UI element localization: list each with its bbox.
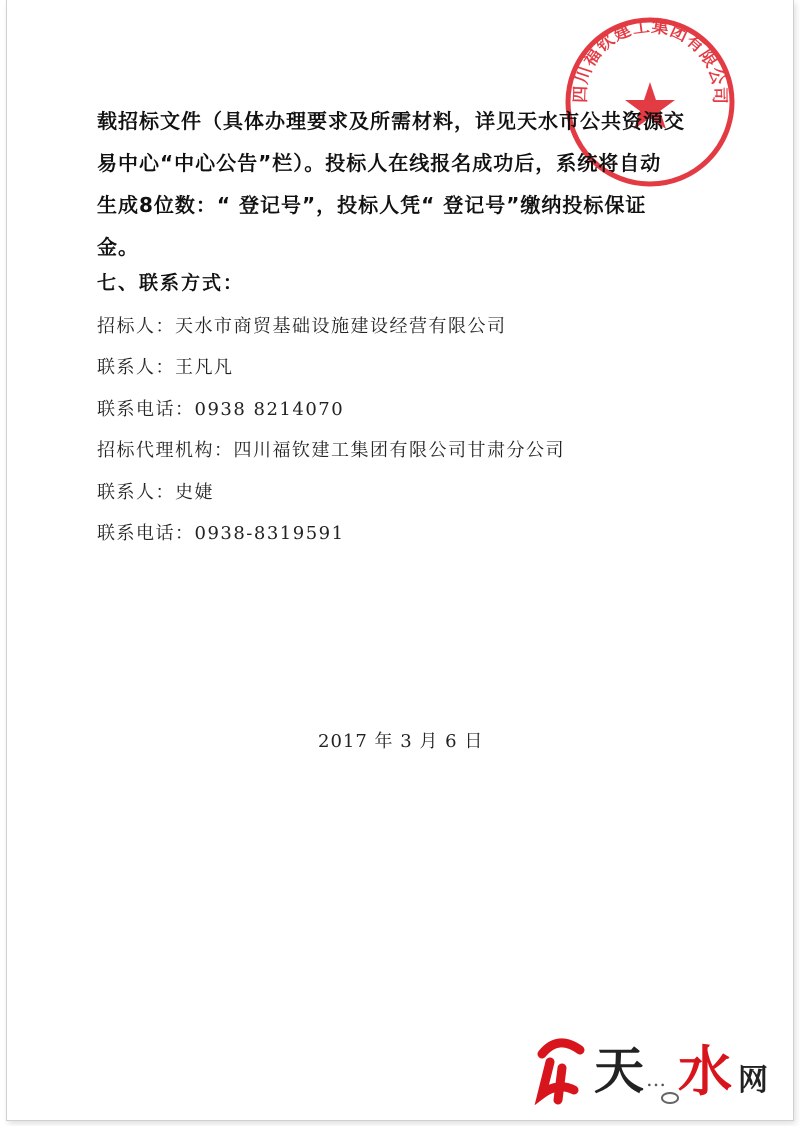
site-watermark-logo	[528, 1016, 788, 1116]
svg-text:天: 天	[594, 1041, 644, 1100]
section-heading-contact: 七、联系方式：	[97, 272, 245, 294]
body-line: 生成8位数：“ 登记号”，投标人凭“ 登记号”缴纳投标保证	[97, 193, 647, 217]
body-paragraph	[97, 100, 707, 268]
svg-text:水: 水	[678, 1039, 732, 1103]
contact-person-line: 联系人：王凡凡	[97, 357, 234, 378]
body-line: 易中心“中心公告”栏）。投标人在线报名成功后，系统将自动	[97, 151, 662, 175]
body-line: 载招标文件（具体办理要求及所需材料，详见天水市公共资源交	[97, 109, 685, 133]
document-date: 2017 年 3 月 6 日	[318, 731, 484, 752]
tenderer-line: 招标人：天水市商贸基础设施建设经营有限公司	[97, 316, 507, 337]
body-line: 金。	[97, 235, 139, 259]
svg-text:网: 网	[738, 1063, 768, 1098]
phone-line: 联系电话：0938 8214070	[97, 399, 345, 420]
svg-text:四川福钦建工集团有限公司: 四川福钦建工集团有限公司	[570, 16, 730, 105]
phone-line: 联系电话：0938-8319591	[97, 523, 345, 544]
agency-line: 招标代理机构：四川福钦建工集团有限公司甘肃分公司	[97, 440, 565, 461]
contact-person-line: 联系人：史婕	[97, 482, 214, 503]
svg-text:…: …	[646, 1067, 666, 1091]
